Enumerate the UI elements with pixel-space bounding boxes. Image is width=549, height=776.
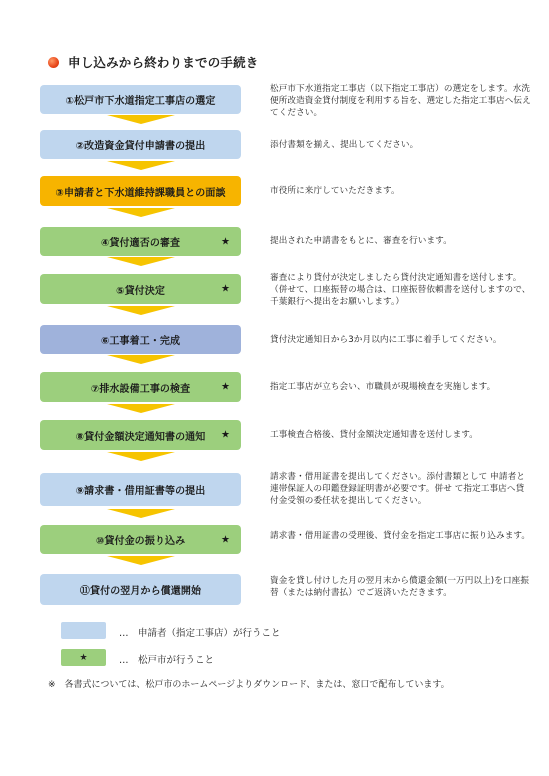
step-label: ④貸付適否の審査 <box>100 238 181 249</box>
step-3-box <box>40 176 241 206</box>
down-arrow-icon <box>107 452 175 461</box>
step-6-box <box>40 325 241 354</box>
step-5-box <box>40 274 241 304</box>
down-arrow-icon <box>107 306 175 315</box>
step-10-description: 請求書・借用証書の受理後、貸付金を指定工事店に振り込みます。 <box>270 531 531 541</box>
step-4-description: 提出された申請書をもとに、審査を行います。 <box>270 236 452 246</box>
step-1-description: 松戸市下水道指定工事店（以下指定工事店）の選定をします。水洗便所改造資金貸付制度を利用する旨を、選定した指定工事店へ伝えてください。 <box>270 84 531 118</box>
step-8-description: 工事検査合格後、貸付金額決定通知書を送付します。 <box>270 430 478 440</box>
step-label: ⑧貸付金額決定通知書の通知 <box>75 431 206 443</box>
footnote: ※ 各書式については、松戸市のホームページよりダウンロード、または、窓口で配布しています。 <box>48 680 450 690</box>
down-arrow-icon <box>107 404 175 413</box>
step-label: ⑨請求書・借用証書等の提出 <box>75 486 206 497</box>
section-heading <box>48 53 259 71</box>
step-label: ①松戸市下水道指定工事店の選定 <box>65 96 216 107</box>
step-9-description: 請求書・借用証書を提出してください。添付書類として 申請者と連帯保証人の印鑑登録証明書が必要です。併せ て指定工事店へ貸付金受領の委任状を提出してください。 <box>270 472 525 506</box>
step-9-box <box>40 473 241 506</box>
down-arrow-icon <box>107 208 175 217</box>
star-icon: ★ <box>221 236 230 247</box>
down-arrow-icon <box>107 115 175 124</box>
step-label: ⑥工事着工・完成 <box>100 336 181 347</box>
down-arrow-icon <box>107 509 175 518</box>
step-2-description: 添付書類を揃え、提出してください。 <box>270 140 419 150</box>
legend-city-text: … 松戸市が行うこと <box>119 655 215 666</box>
step-11-description: 資金を貸し付けした月の翌月末から償還金額(一万円以上)を口座振替（または納付書払）でご返済いただきます。 <box>270 576 530 598</box>
step-label: ⑦排水設備工事の検査 <box>90 383 191 395</box>
step-5-description: 審査により貸付が決定しましたら貸付決定通知書を送付します。（併せて、口座振替の場合は、口座振替依頼書を送付しますので、千葉銀行へ提出をお願いします。） <box>270 273 531 307</box>
step-7-box <box>40 372 241 402</box>
step-label: ⑪貸付の翌月から償還開始 <box>79 586 202 597</box>
step-3-description: 市役所に来庁していただきます。 <box>270 186 400 196</box>
step-7-description: 指定工事店が立ち会い、市職員が現場検査を実施します。 <box>270 382 496 392</box>
step-11-box <box>40 574 241 605</box>
step-1-box <box>40 85 241 114</box>
page-title: 申し込みから終わりまでの手続き <box>68 55 259 70</box>
step-8-box <box>40 420 241 450</box>
legend-applicant-swatch <box>61 622 106 639</box>
down-arrow-icon <box>107 556 175 565</box>
step-6-description: 貸付決定通知日から3か月以内に工事に着手してください。 <box>270 335 502 345</box>
star-icon: ★ <box>221 534 230 545</box>
step-2-box <box>40 130 241 159</box>
step-label: ③申請者と下水道維持課職員との面談 <box>55 187 226 199</box>
step-label: ⑤貸付決定 <box>116 285 165 297</box>
orange-circle-icon <box>48 57 59 68</box>
step-label: ②改造資金貸付申請書の提出 <box>75 141 206 152</box>
star-icon: ★ <box>221 381 230 393</box>
down-arrow-icon <box>107 161 175 170</box>
step-4-box <box>40 227 241 256</box>
step-10-box <box>40 525 241 554</box>
down-arrow-icon <box>107 355 175 364</box>
legend-city-swatch <box>61 649 106 666</box>
legend-applicant-text: … 申請者（指定工事店）が行うこと <box>119 628 281 639</box>
down-arrow-icon <box>107 257 175 266</box>
star-icon: ★ <box>221 283 230 295</box>
star-icon: ★ <box>221 429 230 441</box>
step-label: ⑩貸付金の振り込み <box>95 536 186 547</box>
star-icon: ★ <box>79 652 88 663</box>
